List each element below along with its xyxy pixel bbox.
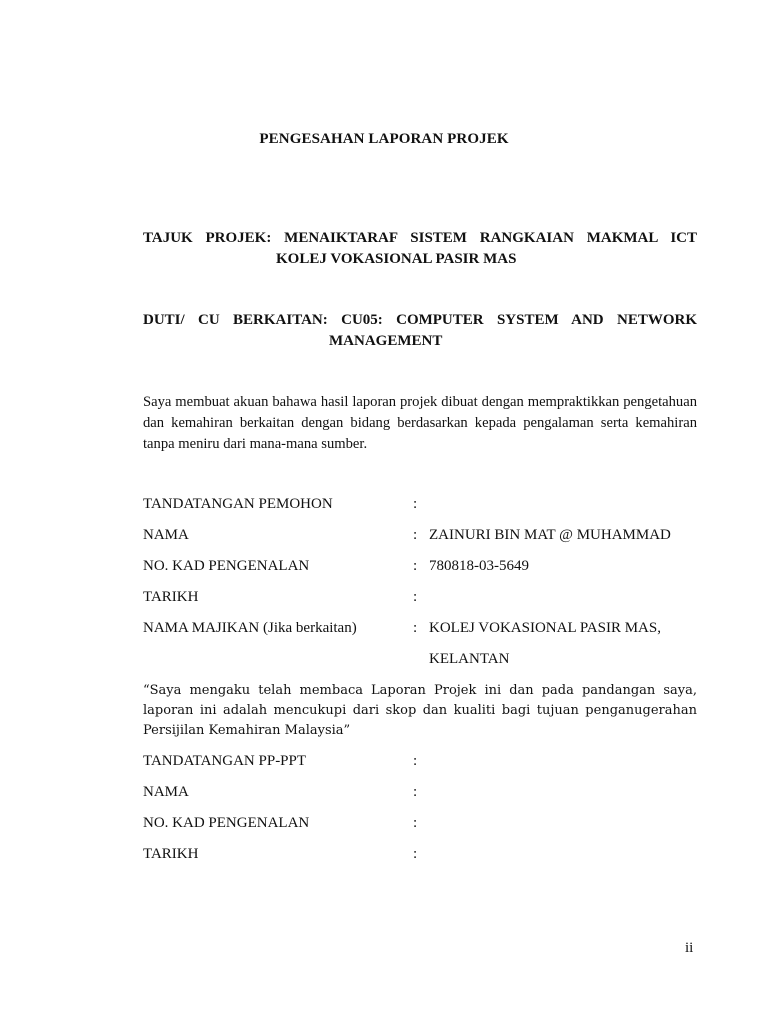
project-title-section [143, 228, 697, 270]
employer-row-cont [143, 648, 697, 670]
field-label: TANDATANGAN PP-PPT [143, 753, 307, 769]
field-colon: : [413, 784, 418, 800]
duty-text: CU05: COMPUTER SYSTEM AND NETWORK [341, 312, 697, 328]
supervisor-statement: “Saya mengaku telah membaca Laporan Projek ini dan pada pandangan saya, laporan ini adalah mencukupi dari skop dan kualiti bagi tujuan penganugerahan Persijilan Kemahiran Malaysia” [143, 683, 697, 738]
field-label: NAMA [143, 784, 189, 800]
supervisor-name-row [143, 781, 697, 803]
project-title-line2: KOLEJ VOKASIONAL PASIR MAS [276, 251, 517, 267]
field-label: TANDATANGAN PEMOHON [143, 496, 333, 512]
field-label: NAMA MAJIKAN (Jika berkaitan) [143, 620, 357, 636]
page-title: PENGESAHAN LAPORAN PROJEK [259, 131, 509, 147]
field-value: KOLEJ VOKASIONAL PASIR MAS, [429, 620, 661, 636]
field-colon: : [413, 753, 418, 769]
field-colon: : [413, 527, 418, 543]
field-value-cont: KELANTAN [429, 651, 510, 667]
field-colon: : [413, 846, 418, 862]
duty-section [143, 310, 697, 352]
project-title-label: TAJUK PROJEK: [143, 230, 272, 246]
field-colon: : [413, 558, 418, 574]
applicant-name-row [143, 524, 697, 546]
field-label: TARIKH [143, 846, 199, 862]
field-value: ZAINURI BIN MAT @ MUHAMMAD [429, 527, 671, 543]
project-title-line1 [143, 228, 697, 249]
supervisor-signature-row [143, 750, 697, 772]
supervisor-date-row [143, 843, 697, 865]
page-number: ii [685, 940, 694, 956]
field-value: 780818-03-5649 [429, 558, 529, 574]
duty-line2: MANAGEMENT [329, 333, 443, 349]
field-label: NO. KAD PENGENALAN [143, 558, 310, 574]
field-colon: : [413, 589, 418, 605]
duty-line1 [143, 310, 697, 331]
applicant-date-row [143, 586, 697, 608]
field-label: TARIKH [143, 589, 199, 605]
declaration-paragraph: Saya membuat akuan bahawa hasil laporan projek dibuat dengan mempraktikkan pengetahuan dan kemahiran berkaitan dengan bidang berdasarkan kepada pengalaman serta kemahiran tanpa meniru dari mana-mana sumber. [143, 394, 697, 452]
field-colon: : [413, 620, 418, 636]
project-title-text: MENAIKTARAF SISTEM RANGKAIAN MAKMAL ICT [284, 230, 698, 246]
field-colon: : [413, 815, 418, 831]
field-colon: : [413, 496, 418, 512]
field-label: NO. KAD PENGENALAN [143, 815, 310, 831]
field-label: NAMA [143, 527, 189, 543]
duty-label: DUTI/ CU BERKAITAN: [143, 312, 328, 328]
employer-row [143, 617, 697, 639]
supervisor-ic-row [143, 812, 697, 834]
applicant-signature-row [143, 493, 697, 515]
applicant-ic-row [143, 555, 697, 577]
